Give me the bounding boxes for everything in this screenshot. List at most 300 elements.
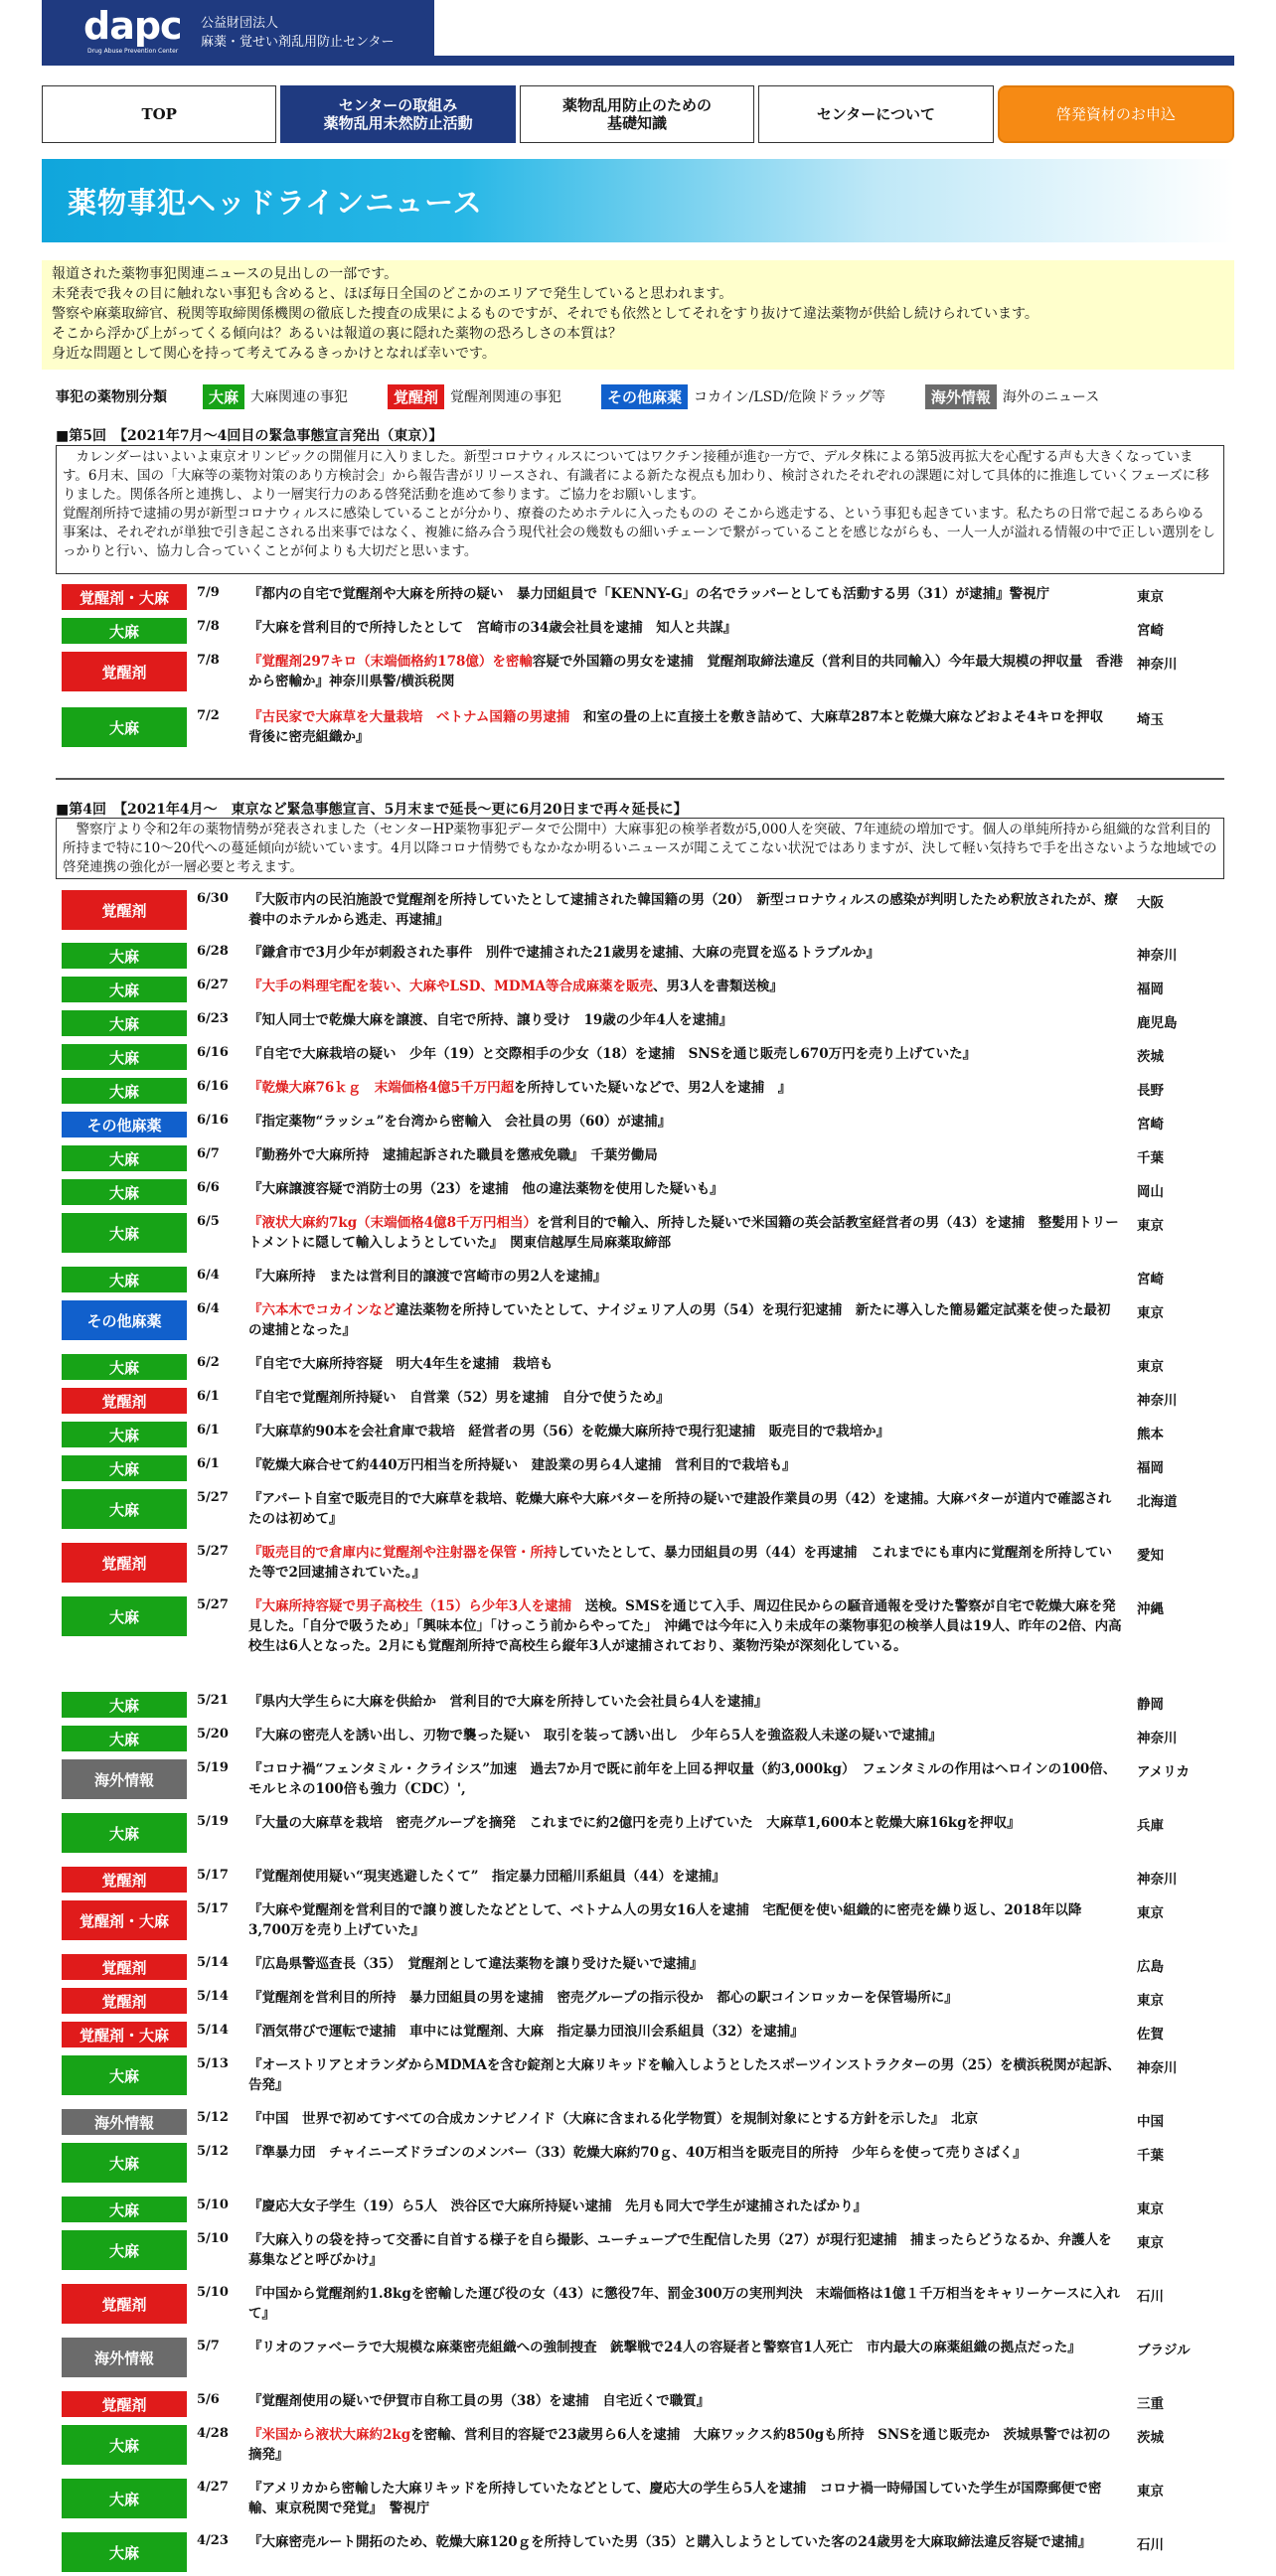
site-logo[interactable]: dapc bbox=[83, 4, 182, 48]
news-headline bbox=[248, 943, 1123, 963]
news-row bbox=[62, 943, 1234, 969]
news-date: 7/8 bbox=[197, 619, 220, 634]
news-headline-text: 『大麻譲渡容疑で消防士の男（23）を逮捕 他の違法薬物を使用した疑いも』 bbox=[248, 1181, 723, 1197]
news-headline bbox=[248, 1300, 1123, 1340]
news-headline-text: 『アパート自室で販売目的で大麻草を栽培、乾燥大麻や大麻バターを所持の疑いで建設作業員の男（42）を逮捕。大麻バターが道内で確認されたのは初めて』 bbox=[248, 1491, 1112, 1527]
news-row bbox=[62, 2479, 1234, 2522]
news-headline bbox=[248, 1759, 1123, 1799]
news-headline-text: 容疑で外国籍の男女を逮捕 覚醒剤取締法違反（営利目的共同輸入）今年最大規模の押収量 香港から密輸か』神奈川県警/横浜税関 bbox=[248, 654, 1123, 689]
news-row bbox=[62, 1543, 1234, 1587]
news-headline-text: 『大麻密売ルート開拓のため、乾燥大麻120ｇを所持していた男（35）と購入しようとしていた客の24歳男を大麻取締法違反容疑で逮捕』 bbox=[248, 2534, 1092, 2550]
nav-item-1[interactable]: センターの取組み 薬物乱用未然防止活動 bbox=[280, 85, 515, 143]
news-headline bbox=[248, 1078, 1123, 1098]
news-headline-text: 『大麻草約90本を会社倉庫で栽培 経営者の男（56）を乾燥大麻所持で現行犯逮捕 販売目的で栽培か』 bbox=[248, 1424, 890, 1440]
section-5-heading: ■第5回 【2021年7月～4回目の緊急事態宣言発出（東京）】 bbox=[56, 428, 443, 444]
note-paragraph: 覚醒剤所持で逮捕の男が新型コロナウィルスに感染していることが分かり、療養のためホテルに入ったものの そこから逃走する、という事犯も起きています。私たちの日常で起こるあらゆる事案は、それぞれが単独で引き起こされる出来事ではなく、複雑に絡み合う現代社会の幾数もの細いチェーンで繋がっていることを感じながらも、一人一人が溢れる情報の中で正しい選別をしっかりと行い、協力し合っていくことが何よりも大切だと思います。 bbox=[63, 506, 1216, 559]
news-headline-text: 『自宅で大麻栽培の疑い 少年（19）と交際相手の少女（18）を逮捕 SNSを通じ販売し670万円を売り上げていた』 bbox=[248, 1046, 977, 1062]
news-headline-text: を密輸、営利目的容疑で23歳男ら6人を逮捕 大麻ワックス約850gも所持 SNSを通じ販売か 茨城県警では初の摘発』 bbox=[248, 2427, 1111, 2463]
category-badge: 覚醒剤 bbox=[62, 1988, 187, 2014]
news-row bbox=[62, 1900, 1234, 1944]
section-4-heading: ■第4回 【2021年4月～ 東京など緊急事態宣言、5月末まで延長～更に6月20日まで再々延長に】 bbox=[56, 802, 688, 818]
category-badge: 大麻 bbox=[62, 1726, 187, 1751]
news-headline bbox=[248, 1388, 1123, 1408]
news-row bbox=[62, 2022, 1234, 2047]
news-headline-text: 『自宅で覚醒剤所持疑い 自営業（52）男を逮捕 自分で使うため』 bbox=[248, 1390, 670, 1406]
news-headline-text: 『覚醒剤使用の疑いで伊賀市自称工員の男（38）を逮捕 自宅近くで職質』 bbox=[248, 2393, 711, 2409]
news-headline bbox=[248, 1596, 1123, 1656]
section-divider bbox=[56, 778, 1224, 780]
news-headline-text: 違法薬物を所持していたとして、ナイジェリア人の男（54）を現行犯逮捕 新たに導入した簡易鑑定試薬を使った最初の逮捕となった』 bbox=[248, 1302, 1111, 1338]
news-headline-text: 『中国から覚醒剤約1.8kgを密輸した運び役の女（43）に懲役7年、罰金300万の実刑判決 末端価格は1億１千万相当をキャリーケースに入れて』 bbox=[248, 2286, 1120, 2322]
category-badge: 覚醒剤・大麻 bbox=[62, 584, 187, 610]
category-badge: 覚醒剤 bbox=[62, 2391, 187, 2417]
legend-badge: 覚醒剤 bbox=[388, 384, 444, 409]
nav-item-4[interactable]: 啓発資材のお申込 bbox=[998, 85, 1234, 143]
news-date: 6/1 bbox=[197, 1389, 220, 1404]
news-headline-text: 『リオのファベーラで大規模な麻薬密売組織への強制捜査 銃撃戦で24人の容疑者と警察官1人死亡 市内最大の麻薬組織の拠点だった』 bbox=[248, 2340, 1081, 2355]
news-location: 東京 bbox=[1137, 1305, 1164, 1321]
news-headline-text: 『大麻の密売人を誘い出し、刃物で襲った疑い 取引を装って誘い出し 少年ら5人を強盗殺人未遂の疑いで逮捕』 bbox=[248, 1728, 942, 1743]
category-badge: 大麻 bbox=[62, 1354, 187, 1380]
news-row bbox=[62, 2197, 1234, 2222]
news-date: 6/27 bbox=[197, 978, 229, 992]
news-headline-highlight: 『大麻所持容疑で男子高校生（15）ら少年3人を逮捕 bbox=[248, 1598, 572, 1614]
news-row bbox=[62, 1422, 1234, 1447]
category-badge: 大麻 bbox=[62, 2425, 187, 2465]
category-badge: 海外情報 bbox=[62, 2109, 187, 2135]
news-location: 沖縄 bbox=[1137, 1601, 1164, 1617]
news-row bbox=[62, 1596, 1234, 1682]
news-headline-text: を所持していた疑いなどで、男2人を逮捕 』 bbox=[514, 1080, 792, 1096]
news-date: 5/20 bbox=[197, 1727, 229, 1742]
category-badge: 大麻 bbox=[62, 977, 187, 1002]
news-location: 愛知 bbox=[1137, 1548, 1164, 1564]
news-date: 5/17 bbox=[197, 1901, 229, 1916]
category-badge: 覚醒剤 bbox=[62, 1954, 187, 1980]
news-location: アメリカ bbox=[1137, 1764, 1191, 1780]
news-headline-text: を営利目的で輸入、所持した疑いで米国籍の英会話教室経営者の男（43）を逮捕 整髪用トリートメントに隠して輸入しようとしていた』 関東信越厚生局麻薬取締部 bbox=[248, 1215, 1119, 1251]
news-headline-highlight: 『六本木でコカインなど bbox=[248, 1302, 397, 1318]
news-location: 神奈川 bbox=[1137, 1731, 1178, 1746]
category-badge: その他麻薬 bbox=[62, 1300, 187, 1340]
news-date: 6/7 bbox=[197, 1146, 220, 1161]
news-location: 神奈川 bbox=[1137, 657, 1178, 673]
category-badge: 大麻 bbox=[62, 2197, 187, 2222]
news-location: 東京 bbox=[1137, 2201, 1164, 2217]
news-headline bbox=[248, 2425, 1123, 2465]
news-row bbox=[62, 1455, 1234, 1481]
news-headline bbox=[248, 2109, 1123, 2129]
news-date: 5/14 bbox=[197, 1989, 229, 2004]
nav-item-0[interactable]: TOP bbox=[42, 85, 276, 143]
news-headline-text: 『知人同士で乾燥大麻を譲渡、自宅で所持、譲り受け 19歳の少年4人を逮捕』 bbox=[248, 1012, 733, 1028]
news-location: 中国 bbox=[1137, 2114, 1164, 2130]
news-location: 石川 bbox=[1137, 2537, 1164, 2553]
news-date: 5/7 bbox=[197, 2339, 220, 2353]
news-date: 7/9 bbox=[197, 585, 220, 600]
news-row bbox=[62, 2338, 1234, 2381]
news-location: 静岡 bbox=[1137, 1697, 1164, 1713]
category-badge: 海外情報 bbox=[62, 2338, 187, 2377]
news-date: 5/12 bbox=[197, 2110, 229, 2125]
note-paragraph: カレンダーはいよいよ東京オリンピックの開催月に入りました。新型コロナウィルスについてはワクチン接種が進む一方で、デルタ株による第5波再拡大を心配する声も大きくなっています。6月末、国の「大麻等の薬物対策のあり方検討会」から報告書がリリースされ、有識者による新たな視点も加わり、検討されたそれぞれの課題に対して具体的に推進していくフェーズに移りました。関係各所と連携し、より一層実行力のある啓発活動を進めて参ります。ご協力をお願いします。 bbox=[63, 449, 1209, 503]
news-headline bbox=[248, 2532, 1123, 2552]
news-row bbox=[62, 1692, 1234, 1718]
news-date: 6/28 bbox=[197, 944, 229, 959]
news-date: 4/23 bbox=[197, 2533, 229, 2548]
news-headline-text: 『大量の大麻草を栽培 密売グループを摘発 これまでに約2億円を売り上げていた 大麻草1,600本と乾燥大麻16kgを押収』 bbox=[248, 1815, 1021, 1831]
news-location: 東京 bbox=[1137, 2235, 1164, 2251]
news-headline-highlight: 『大手の料理宅配を装い、大麻やLSD、MDMA等合成麻薬を販売 bbox=[248, 979, 654, 994]
news-location: 東京 bbox=[1137, 1359, 1164, 1375]
news-headline-text: 『中国 世界で初めてすべての合成カンナビノイド（大麻に含まれる化学物質）を規制対象にとする方針を示した』 北京 bbox=[248, 2111, 979, 2127]
category-badge: 覚醒剤 bbox=[62, 890, 187, 930]
news-location: 神奈川 bbox=[1137, 1393, 1178, 1409]
news-date: 5/12 bbox=[197, 2144, 229, 2159]
legend-desc: コカイン/LSD/危険ドラッグ等 bbox=[694, 389, 885, 405]
news-headline bbox=[248, 1813, 1123, 1833]
news-headline-text: 『オーストリアとオランダからMDMAを含む錠剤と大麻リキッドを輸入しようとしたスポーツインストラクターの男（25）を横浜税関が起訴、告発』 bbox=[248, 2057, 1121, 2093]
news-date: 6/30 bbox=[197, 891, 229, 906]
news-headline-text: 『覚醒剤使用疑い“現実逃避したくて” 指定暴力団稲川系組員（44）を逮捕』 bbox=[248, 1869, 725, 1885]
category-badge: 大麻 bbox=[62, 1179, 187, 1205]
intro-line: 報道された薬物事犯関連ニュースの見出しの一部です。 bbox=[52, 266, 399, 282]
category-badge: 大麻 bbox=[62, 2055, 187, 2095]
news-headline bbox=[248, 2284, 1123, 2324]
news-row bbox=[62, 1010, 1234, 1036]
news-headline bbox=[248, 1010, 1123, 1030]
category-badge: その他麻薬 bbox=[62, 1112, 187, 1137]
category-badge: 大麻 bbox=[62, 1010, 187, 1036]
news-date: 4/28 bbox=[197, 2426, 229, 2441]
category-badge: 大麻 bbox=[62, 2532, 187, 2572]
category-badge: 大麻 bbox=[62, 1044, 187, 1070]
news-headline-text: 『大麻所持 または営利目的譲渡で宮崎市の男2人を逮捕』 bbox=[248, 1269, 607, 1285]
category-badge: 大麻 bbox=[62, 618, 187, 644]
news-row bbox=[62, 2391, 1234, 2417]
news-location: 広島 bbox=[1137, 1959, 1164, 1975]
news-headline bbox=[248, 1354, 1123, 1374]
legend-label: 事犯の薬物別分類 bbox=[56, 389, 167, 405]
news-headline-text: 『乾燥大麻合せて約440万円相当を所持疑い 建設業の男ら4人逮捕 営利目的で栽培も』 bbox=[248, 1457, 796, 1473]
news-date: 5/27 bbox=[197, 1544, 229, 1559]
news-location: 東京 bbox=[1137, 1993, 1164, 2009]
news-date: 6/1 bbox=[197, 1456, 220, 1471]
section-5-note bbox=[56, 445, 1224, 574]
news-headline-text: 『アメリカから密輸した大麻リキッドを所持していたなどとして、慶応大の学生ら5人を逮捕 コロナ禍一時帰国していた学生が国際郵便で密輸、東京税関で発覚』 警視庁 bbox=[248, 2481, 1102, 2516]
news-date: 4/27 bbox=[197, 2480, 229, 2495]
news-row bbox=[62, 977, 1234, 1002]
news-row bbox=[62, 1145, 1234, 1171]
news-headline bbox=[248, 1726, 1123, 1745]
category-badge: 大麻 bbox=[62, 1692, 187, 1718]
nav-item-2[interactable]: 薬物乱用防止のための 基礎知識 bbox=[520, 85, 754, 143]
category-badge: 大麻 bbox=[62, 1422, 187, 1447]
category-badge: 覚醒剤 bbox=[62, 2284, 187, 2324]
news-location: 岡山 bbox=[1137, 1184, 1164, 1200]
news-date: 5/10 bbox=[197, 2197, 229, 2212]
news-headline-highlight: 『販売目的で倉庫内に覚醒剤や注射器を保管・所持 bbox=[248, 1545, 558, 1561]
news-row bbox=[62, 2425, 1234, 2469]
news-location: 福岡 bbox=[1137, 1460, 1164, 1476]
news-location: 神奈川 bbox=[1137, 1872, 1178, 1888]
news-headline bbox=[248, 1112, 1123, 1132]
page-title: 薬物事犯ヘッドラインニュース bbox=[68, 186, 483, 220]
category-badge: 覚醒剤・大麻 bbox=[62, 1900, 187, 1940]
news-headline-highlight: 『液状大麻約7kg（末端価格4億8千万円相当） bbox=[248, 1215, 537, 1231]
news-date: 7/8 bbox=[197, 653, 220, 668]
news-headline-text: 『大麻や覚醒剤を営利目的で譲り渡したなどとして、ベトナム人の男女16人を逮捕 宅配便を使い組織的に密売を繰り返し、2018年以降3,700万を売り上げていた』 bbox=[248, 1902, 1082, 1938]
news-row bbox=[62, 1489, 1234, 1533]
news-headline-highlight: 『古民家で大麻草を大量栽培 ベトナム国籍の男逮捕 bbox=[248, 709, 570, 725]
news-location: 長野 bbox=[1137, 1083, 1164, 1099]
news-headline-highlight: 『乾燥大麻76ｋｇ 末端価格4億5千万円超 bbox=[248, 1080, 515, 1096]
news-row bbox=[62, 2284, 1234, 2328]
news-headline bbox=[248, 1455, 1123, 1475]
news-headline bbox=[248, 1422, 1123, 1441]
news-headline-text: 『指定薬物“ラッシュ”を台湾から密輸入 会社員の男（60）が逮捕』 bbox=[248, 1114, 672, 1130]
news-headline-text: 『コロナ禍“フェンタミル・クライシス”加速 過去7か月で既に前年を上回る押収量（約3,000kg） フェンタミルの作用はヘロインの100倍、モルヒネの100倍も強力（CDC）', bbox=[248, 1761, 1117, 1797]
news-headline bbox=[248, 2022, 1123, 2042]
news-headline-text: していたとして、暴力団組員の男（44）を再逮捕 これまでにも車内に覚醒剤を所持していた等で2回逮捕されていた。』 bbox=[248, 1545, 1113, 1581]
news-row bbox=[62, 1044, 1234, 1070]
news-row bbox=[62, 1388, 1234, 1414]
news-date: 6/16 bbox=[197, 1045, 229, 1060]
news-headline bbox=[248, 707, 1123, 747]
news-location: 千葉 bbox=[1137, 2148, 1164, 2164]
news-headline bbox=[248, 1044, 1123, 1064]
news-headline-highlight: 『覚醒剤297キロ（末端価格約178億）を密輸 bbox=[248, 654, 533, 670]
news-headline bbox=[248, 1145, 1123, 1165]
news-headline bbox=[248, 652, 1123, 691]
category-legend bbox=[56, 383, 1238, 409]
news-headline bbox=[248, 1867, 1123, 1887]
news-headline-text: 『県内大学生らに大麻を供給か 営利目的で大麻を所持していた会社員ら4人を逮捕』 bbox=[248, 1694, 768, 1710]
legend-desc: 大麻関連の事犯 bbox=[250, 389, 349, 405]
news-row bbox=[62, 1726, 1234, 1751]
main-navigation bbox=[42, 85, 1234, 143]
news-date: 6/4 bbox=[197, 1301, 220, 1316]
news-location: 鹿児島 bbox=[1137, 1015, 1178, 1031]
news-headline bbox=[248, 2479, 1123, 2518]
news-date: 6/5 bbox=[197, 1214, 220, 1229]
news-location: 東京 bbox=[1137, 1218, 1164, 1234]
header-strip bbox=[42, 56, 1234, 66]
news-date: 6/2 bbox=[197, 1355, 220, 1370]
nav-item-3[interactable]: センターについて bbox=[758, 85, 993, 143]
category-badge: 大麻 bbox=[62, 1145, 187, 1171]
intro-text bbox=[42, 260, 1234, 370]
news-headline bbox=[248, 1954, 1123, 1974]
category-badge: 覚醒剤 bbox=[62, 1543, 187, 1583]
news-location: 宮崎 bbox=[1137, 623, 1164, 639]
news-row bbox=[62, 1078, 1234, 1104]
news-location: 千葉 bbox=[1137, 1150, 1164, 1166]
news-location: 茨城 bbox=[1137, 2430, 1164, 2446]
category-badge: 大麻 bbox=[62, 1267, 187, 1292]
category-badge: 大麻 bbox=[62, 2230, 187, 2270]
note-paragraph: 警察庁より令和2年の薬物情勢が発表されました（センターHP薬物事犯データで公開中）大麻事犯の検挙者数が5,000人を突破、7年連続の増加です。個人の単純所持から組織的な営利目的所持まで特に10～20代への蔓延傾向が続いています。4月以降コロナ情勢でもなかなか明るいニュースが聞こえてこない状況ではありますが、決して軽い気持ちで手を出さないような地域での啓発連携の強化が一層必要と考えます。 bbox=[63, 822, 1217, 875]
news-headline-text: 『大麻入りの袋を持って交番に自首する様子を自ら撮影、ユーチューブで生配信した男（27）が現行犯逮捕 捕まったらどうなるか、弁護人を募集などと呼びかけ』 bbox=[248, 2232, 1112, 2268]
news-date: 5/10 bbox=[197, 2231, 229, 2246]
category-badge: 大麻 bbox=[62, 1489, 187, 1529]
news-headline bbox=[248, 890, 1123, 930]
news-date: 6/23 bbox=[197, 1011, 229, 1026]
news-date: 5/6 bbox=[197, 2392, 220, 2407]
header-white-area bbox=[434, 0, 1234, 58]
news-date: 6/4 bbox=[197, 1268, 220, 1283]
category-badge: 大麻 bbox=[62, 707, 187, 747]
site-header bbox=[42, 0, 1234, 66]
news-location: 三重 bbox=[1137, 2396, 1164, 2412]
category-badge: 大麻 bbox=[62, 1596, 187, 1636]
news-headline-text: 『勤務外で大麻所持 逮捕起訴された職員を懲戒免職』 千葉労働局 bbox=[248, 1147, 658, 1163]
news-headline bbox=[248, 1900, 1123, 1940]
page-banner bbox=[42, 159, 1234, 242]
news-date: 6/6 bbox=[197, 1180, 220, 1195]
news-row bbox=[62, 618, 1234, 644]
news-headline bbox=[248, 2055, 1123, 2095]
news-date: 5/14 bbox=[197, 1955, 229, 1970]
news-headline-text: 『広島県警巡査長（35） 覚醒剤として違法薬物を譲り受けた疑いで逮捕』 bbox=[248, 1956, 704, 1972]
news-headline bbox=[248, 1489, 1123, 1529]
news-date: 5/27 bbox=[197, 1597, 229, 1612]
category-badge: 大麻 bbox=[62, 2479, 187, 2518]
news-row bbox=[62, 1954, 1234, 1980]
news-location: 兵庫 bbox=[1137, 1818, 1164, 1834]
news-headline bbox=[248, 2338, 1123, 2357]
news-row bbox=[62, 1112, 1234, 1137]
category-badge: 大麻 bbox=[62, 1455, 187, 1481]
news-date: 5/17 bbox=[197, 1868, 229, 1883]
category-badge: 大麻 bbox=[62, 1813, 187, 1853]
news-location: 神奈川 bbox=[1137, 2060, 1178, 2076]
news-date: 5/14 bbox=[197, 2023, 229, 2038]
news-location: ブラジル bbox=[1137, 2343, 1191, 2358]
news-headline bbox=[248, 1988, 1123, 2008]
news-headline-text: 『自宅で大麻所持容疑 明大4年生を逮捕 栽培も bbox=[248, 1356, 554, 1372]
news-date: 6/16 bbox=[197, 1079, 229, 1094]
legend-badge: 海外情報 bbox=[925, 384, 997, 409]
news-row bbox=[62, 1354, 1234, 1380]
news-headline-highlight: 『米国から液状大麻約2kg bbox=[248, 2427, 411, 2443]
news-location: 大阪 bbox=[1137, 895, 1164, 911]
news-date: 7/2 bbox=[197, 708, 220, 723]
news-row bbox=[62, 2055, 1234, 2099]
news-location: 埼玉 bbox=[1137, 712, 1164, 728]
news-row bbox=[62, 1213, 1234, 1257]
news-headline-text: 『覚醒剤を営利目的所持 暴力団組員の男を逮捕 密売グループの指示役か 都心の駅コインロッカーを保管場所に』 bbox=[248, 1990, 958, 2006]
news-date: 6/1 bbox=[197, 1423, 220, 1438]
news-row bbox=[62, 1867, 1234, 1893]
site-logo-subtext: Drug Abuse Prevention Center bbox=[87, 48, 179, 55]
news-location: 福岡 bbox=[1137, 982, 1164, 997]
news-headline-text: 、男3人を書類送検』 bbox=[653, 979, 783, 994]
news-row bbox=[62, 1988, 1234, 2014]
intro-line: 警察や麻薬取締官、税関等取締関係機関の徹底した捜査の成果によるものですが、それでも依然としてそれをすり抜けて違法薬物が供給し続けられています。 bbox=[52, 306, 1038, 322]
news-headline-text: 『大阪市内の民泊施設で覚醒剤を所持していたとして逮捕された韓国籍の男（20） 新型コロナウィルスの感染が判明したため釈放されたが、療養中のホテルから逃走、再逮捕』 bbox=[248, 892, 1118, 928]
news-headline-text: 『慶応大女子学生（19）ら5人 渋谷区で大麻所持疑い逮捕 先月も同大で学生が逮捕されたばかり』 bbox=[248, 2198, 868, 2214]
news-row bbox=[62, 1300, 1234, 1344]
intro-line: 未発表で我々の目に触れない事犯も含めると、ほぼ毎日全国のどこかのエリアで発生していると思われます。 bbox=[52, 286, 733, 302]
legend-badge: 大麻 bbox=[203, 384, 244, 409]
category-badge: 大麻 bbox=[62, 943, 187, 969]
category-badge: 覚醒剤・大麻 bbox=[62, 2022, 187, 2047]
news-row bbox=[62, 890, 1234, 934]
news-headline bbox=[248, 1213, 1123, 1253]
news-row bbox=[62, 2532, 1234, 2576]
category-badge: 覚醒剤 bbox=[62, 652, 187, 691]
legend-badge: その他麻薬 bbox=[601, 384, 688, 409]
legend-desc: 覚醒剤関連の事犯 bbox=[450, 389, 562, 405]
news-headline bbox=[248, 1179, 1123, 1199]
news-headline-text: 『酒気帯びで運転で逮捕 車中には覚醒剤、大麻 指定暴力団浪川会系組員（32）を逮捕』 bbox=[248, 2024, 804, 2040]
news-headline-text: 和室の畳の上に直接土を敷き詰めて、大麻草287本と乾燥大麻などおよそ4キロを押収 背後に密売組織か』 bbox=[248, 709, 1117, 745]
org-name-line1: 公益財団法人 bbox=[201, 16, 279, 31]
news-headline bbox=[248, 1543, 1123, 1583]
news-date: 5/27 bbox=[197, 1490, 229, 1505]
news-headline bbox=[248, 2391, 1123, 2411]
news-location: 北海道 bbox=[1137, 1494, 1178, 1510]
news-location: 茨城 bbox=[1137, 1049, 1164, 1065]
news-row bbox=[62, 2143, 1234, 2187]
news-date: 5/19 bbox=[197, 1760, 229, 1775]
news-headline-text: 『鎌倉市で3月少年が刺殺された事件 別件で逮捕された21歳男を逮捕、大麻の売買を巡るトラブルか』 bbox=[248, 945, 880, 961]
news-location: 東京 bbox=[1137, 589, 1164, 605]
section-4-note bbox=[56, 818, 1224, 879]
category-badge: 大麻 bbox=[62, 2143, 187, 2183]
category-badge: 覚醒剤 bbox=[62, 1867, 187, 1893]
news-headline-text: 『大麻を営利目的で所持したとして 宮崎市の34歳会社員を逮捕 知人と共謀』 bbox=[248, 620, 737, 636]
news-location: 東京 bbox=[1137, 2484, 1164, 2500]
news-row bbox=[62, 652, 1234, 695]
news-date: 5/21 bbox=[197, 1693, 229, 1708]
news-row bbox=[62, 2230, 1234, 2274]
news-date: 5/19 bbox=[197, 1814, 229, 1829]
legend-desc: 海外のニュース bbox=[1002, 389, 1100, 405]
news-headline bbox=[248, 618, 1123, 638]
news-headline bbox=[248, 2197, 1123, 2216]
news-headline-text: 『準暴力団 チャイニーズドラゴンのメンバー（33）乾燥大麻約70ｇ、40万相当を販売目的所持 少年らを使って売りさばく』 bbox=[248, 2145, 1027, 2161]
intro-line: そこから浮かび上がってくる傾向は？あるいは報道の裏に隠れた薬物の恐ろしさの本質は？ bbox=[52, 326, 622, 342]
org-name-line2: 麻薬・覚せい剤乱用防止センター bbox=[201, 35, 395, 50]
news-row bbox=[62, 707, 1234, 751]
intro-line: 身近な問題として関心を持って考えてみるきっかけとなれば幸いです。 bbox=[52, 346, 496, 362]
news-headline bbox=[248, 2230, 1123, 2270]
news-row bbox=[62, 584, 1234, 610]
category-badge: 大麻 bbox=[62, 1078, 187, 1104]
category-badge: 海外情報 bbox=[62, 1759, 187, 1799]
news-location: 宮崎 bbox=[1137, 1272, 1164, 1288]
news-location: 熊本 bbox=[1137, 1427, 1164, 1442]
news-row bbox=[62, 1813, 1234, 1857]
news-location: 宮崎 bbox=[1137, 1117, 1164, 1133]
news-date: 5/13 bbox=[197, 2056, 229, 2071]
news-headline bbox=[248, 977, 1123, 996]
news-headline-text: 『都内の自宅で覚醒剤や大麻を所持の疑い 暴力団組員で「KENNY-G」の名でラッパーとしても活動する男（31）が逮捕』警視庁 bbox=[248, 586, 1050, 602]
news-location: 石川 bbox=[1137, 2289, 1164, 2305]
news-location: 佐賀 bbox=[1137, 2027, 1164, 2043]
news-headline bbox=[248, 2143, 1123, 2163]
news-location: 神奈川 bbox=[1137, 948, 1178, 964]
news-row bbox=[62, 1179, 1234, 1205]
news-headline-text: 送検。SMSを通じて入手、周辺住民からの騒音通報を受けた警察が自宅で乾燥大麻を発見した。「自分で吸うため」「興味本位」「けっこう前からやってた」 沖縄では今年に入り未成年の薬物事犯の検挙人員は19人、昨年の2倍、内高校生は6人となった。2月にも覚醒剤所持で高校生ら縦年3人が逮捕されており、薬物汚染が深刻化している。 bbox=[248, 1598, 1122, 1654]
news-date: 6/16 bbox=[197, 1113, 229, 1128]
news-row bbox=[62, 1759, 1234, 1803]
category-badge: 大麻 bbox=[62, 1213, 187, 1253]
news-headline bbox=[248, 1692, 1123, 1712]
news-row bbox=[62, 2109, 1234, 2135]
